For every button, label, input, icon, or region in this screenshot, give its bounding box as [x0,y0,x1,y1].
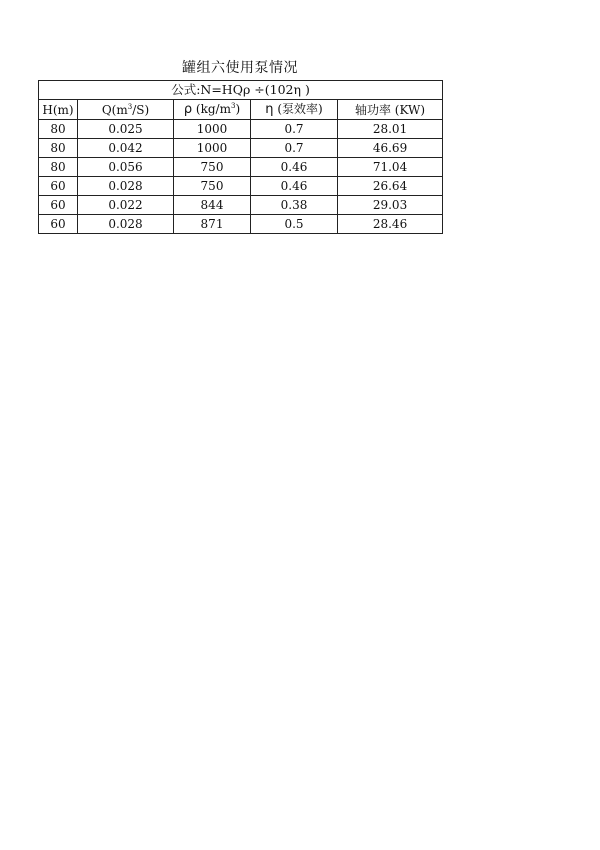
cell-q: 0.042 [78,139,174,158]
formula: 公式:N=HQρ ÷(102η ) [39,81,443,100]
cell-rho: 750 [174,158,251,177]
header-q-prefix: Q(m [101,102,128,117]
cell-rho: 1000 [174,120,251,139]
cell-h: 60 [39,177,78,196]
table-row [39,196,443,215]
cell-h: 80 [39,139,78,158]
table-row [39,139,443,158]
cell-q: 0.025 [78,120,174,139]
cell-eta: 0.7 [251,120,338,139]
header-eta [251,100,338,120]
cell-h: 80 [39,158,78,177]
table-row [39,177,443,196]
table-row [39,215,443,234]
cell-q: 0.028 [78,177,174,196]
cell-q: 0.022 [78,196,174,215]
cell-h: 60 [39,196,78,215]
cell-q: 0.056 [78,158,174,177]
header-q [78,100,174,120]
cell-power: 28.01 [338,120,443,139]
header-rho-superscript: 3 [230,102,236,110]
cell-power: 46.69 [338,139,443,158]
formula-row [39,81,443,100]
header-eta-label: (泵效率) [273,102,323,116]
header-rho-unit-prefix: (kg/m [192,102,231,116]
cell-power: 28.46 [338,215,443,234]
cell-eta: 0.7 [251,139,338,158]
header-q-suffix: /S) [132,102,150,117]
pump-table [38,80,443,234]
cell-rho: 750 [174,177,251,196]
cell-q: 0.028 [78,215,174,234]
header-row [39,100,443,120]
cell-power: 71.04 [338,158,443,177]
cell-eta: 0.38 [251,196,338,215]
header-q-superscript: 3 [127,102,133,111]
cell-rho: 844 [174,196,251,215]
header-rho-unit-suffix: ) [235,102,241,116]
header-power: 轴功率 (KW) [338,100,443,120]
cell-eta: 0.46 [251,177,338,196]
header-h: H(m) [39,100,78,120]
header-rho [174,100,251,120]
cell-power: 29.03 [338,196,443,215]
cell-h: 60 [39,215,78,234]
cell-eta: 0.5 [251,215,338,234]
cell-power: 26.64 [338,177,443,196]
cell-h: 80 [39,120,78,139]
header-rho-symbol: ρ [183,102,193,117]
cell-rho: 871 [174,215,251,234]
header-eta-symbol: η [265,102,274,117]
cell-rho: 1000 [174,139,251,158]
cell-eta: 0.46 [251,158,338,177]
document-title: 罐组六使用泵情况 [182,60,298,76]
table-row [39,120,443,139]
table-row [39,158,443,177]
